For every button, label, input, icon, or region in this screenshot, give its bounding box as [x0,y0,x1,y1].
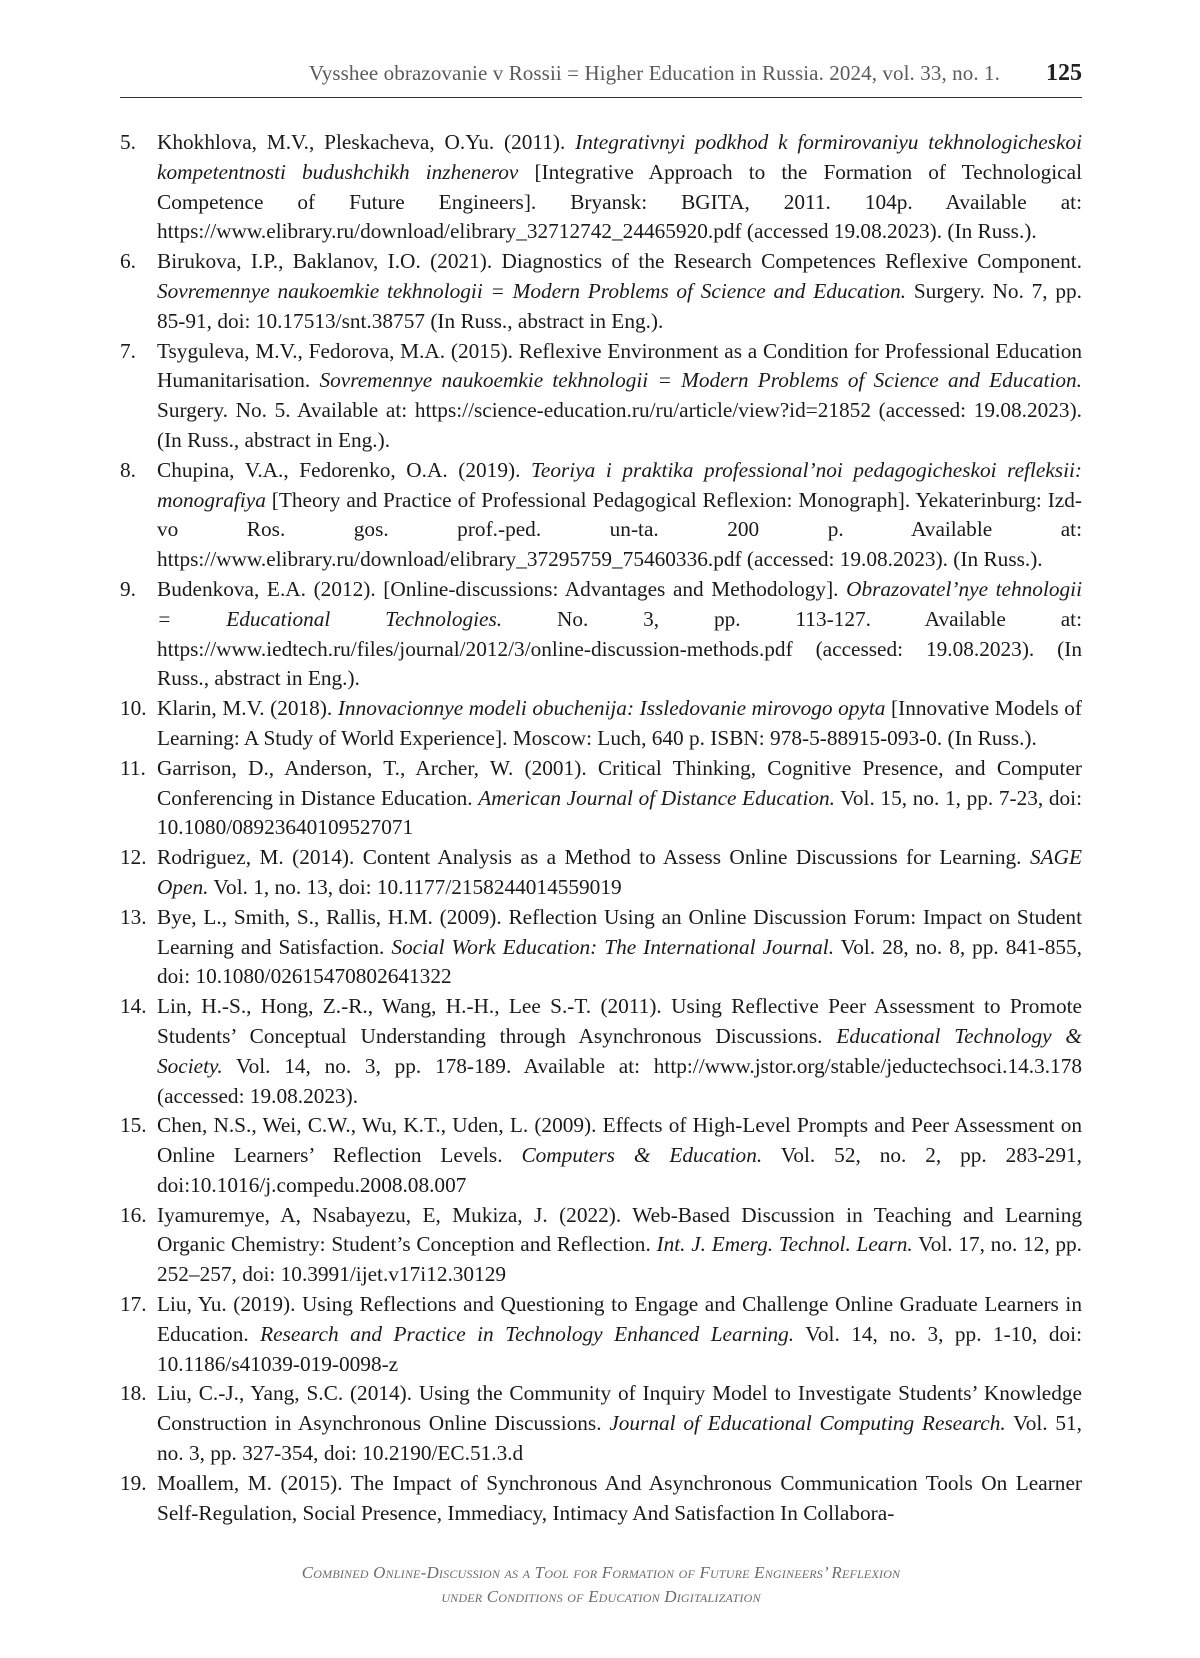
reference-number: 14. [120,994,147,1019]
reference-text: Chen, N.S., Wei, C.W., Wu, K.T., Uden, L. (2009). Effects of High-Level Prompts and Peer Assessment on Online Learners’ Reflection Levels. Computers & Education. Vol. 52, no. 2, pp. 283-291, doi:10.1016/j.compedu.2008.08.007 [157,1113,1082,1197]
reference-number: 16. [120,1202,147,1227]
reference-text: Tsyguleva, M.V., Fedorova, M.A. (2015). Reflexive Environment as a Condition for Professional Education Humanitarisation. Sovremennye naukoemkie tekhnologii = Modern Problems of Science and Education. Surgery. No. 5. Available at: https://science-education.ru/ru/article/view?id=21852 (accessed: 19.08.2023). (In Russ., abstract in Eng.). [157,338,1083,452]
footer-line: under Conditions of Education Digitalization [441,1587,761,1606]
reference-number: 6. [120,249,136,274]
reference-text: Rodriguez, M. (2014). Content Analysis as a Method to Assess Online Discussions for Learning. SAGE Open. Vol. 1, no. 13, doi: 10.1177/2158244014559019 [157,845,1082,899]
reference-number: 9. [120,576,136,601]
reference-number: 10. [120,696,147,721]
running-header [120,60,1082,98]
reference-number: 18. [120,1381,147,1406]
footer-line: Combined Online-Discussion as a Tool for Formation of Future Engineers’ Reflexion [301,1563,901,1582]
reference-item [120,754,1082,843]
reference-number: 15. [120,1113,147,1138]
reference-item [120,1201,1082,1290]
reference-text: Klarin, M.V. (2018). Innovacionnye modeli obuchenija: Issledovanie mirovogo opyta [Innovative Models of Learning: A Study of World Experience]. Moscow: Luch, 640 p. ISBN: 978-5-88915-093-0. (In Russ.). [157,696,1082,750]
reference-text: Garrison, D., Anderson, T., Archer, W. (2001). Critical Thinking, Cognitive Presence, and Computer Conferencing in Distance Education. American Journal of Distance Education. Vol. 15, no. 1, pp. 7-23, doi: 10.1080/08923640109527071 [157,755,1082,840]
reference-item [120,1469,1082,1529]
reference-item [120,575,1082,694]
reference-text: Lin, H.-S., Hong, Z.-R., Wang, H.-H., Lee S.-T. (2011). Using Reflective Peer Assessment to Promote Students’ Conceptual Understanding through Asynchronous Discussions. Educational Technology & Society. Vol. 14, no. 3, pp. 178-189. Available at: http://www.jstor.org/stable/jeductechsoci.14.3.178 (accessed: 19.08.2023). [157,994,1083,1108]
reference-number: 12. [120,845,147,870]
reference-item [120,128,1082,247]
journal-title: Vysshee obrazovanie v Rossii = Higher Education in Russia. 2024, vol. 33, no. 1. [308,61,1000,85]
reference-item [120,992,1082,1111]
reference-text: Iyamuremye, A, Nsabayezu, E, Mukiza, J. (2022). Web-Based Discussion in Teaching and Learning Organic Chemistry: Student’s Conception and Reflection. Int. J. Emerg. Technol. Learn. Vol. 17, no. 12, pp. 252–257, doi: 10.3991/ijet.v17i12.30129 [157,1202,1083,1287]
reference-text: Khokhlova, M.V., Pleskacheva, O.Yu. (2011). Integrativnyi podkhod k formirovaniyu tekhnologicheskoi kompetentnosti budushchikh inzhenerov [Integrative Approach to the Formation of Technological Competence of Future Engineers]. Bryansk: BGITA, 2011. 104p. Available at: https://www.elibrary.ru/download/elibrary_32712742_24465920.pdf (accessed 19.08.2023). (In Russ.). [157,130,1082,244]
reference-item [120,1111,1082,1200]
reference-text: Budenkova, E.A. (2012). [Online-discussions: Advantages and Methodology]. Obrazovatel’nye tehnologii = Educational Technologies. No. 3, pp. 113-127. Available at: https://www.iedtech.ru/files/journal/2012/3/online-discussion-methods.pdf (accessed: 19.08.2023). (In Russ., abstract in Eng.). [157,576,1082,691]
reference-list [120,128,1082,1528]
reference-item [120,337,1082,456]
reference-number: 17. [120,1292,147,1317]
reference-number: 7. [120,338,136,363]
reference-item [120,903,1082,992]
reference-item [120,694,1082,754]
reference-text: Bye, L., Smith, S., Rallis, H.M. (2009). Reflection Using an Online Discussion Forum: Impact on Student Learning and Satisfaction. Social Work Education: The International Journal. Vol. 28, no. 8, pp. 841-855, doi: 10.1080/02615470802641322 [157,904,1082,989]
reference-number: 19. [120,1470,147,1495]
reference-item [120,843,1082,903]
reference-text: Liu, Yu. (2019). Using Reflections and Questioning to Engage and Challenge Online Graduate Learners in Education. Research and Practice in Technology Enhanced Learning. Vol. 14, no. 3, pp. 1-10, doi: 10.1186/s41039-019-0098-z [157,1292,1082,1376]
reference-item [120,456,1082,575]
reference-item [120,1290,1082,1379]
reference-item [120,247,1082,336]
running-footer [120,1561,1082,1609]
reference-text: Liu, C.-J., Yang, S.C. (2014). Using the Community of Inquiry Model to Investigate Students’ Knowledge Construction in Asynchronous Online Discussions. Journal of Educational Computing Research. Vol. 51, no. 3, pp. 327-354, doi: 10.2190/EC.51.3.d [157,1381,1082,1466]
reference-number: 11. [120,755,146,780]
reference-text: Chupina, V.A., Fedorenko, O.A. (2019). Teoriya i praktika professional’noi pedagogicheskoi refleksii: monografiya [Theory and Practice of Professional Pedagogical Reflexion: Monograph]. Yekaterinburg: Izd-vo Ros. gos. prof.-ped. un-ta. 200 p. Available at: https://www.elibrary.ru/download/elibrary_37295759_75460336.pdf (accessed: 19.08.2023). (In Russ.). [157,457,1083,572]
reference-text: Moallem, M. (2015). The Impact of Synchronous And Asynchronous Communication Tools On Learner Self-Regulation, Social Presence, Immediacy, Intimacy And Satisfaction In Collabora- [157,1470,1082,1525]
reference-text: Birukova, I.P., Baklanov, I.O. (2021). Diagnostics of the Research Competences Reflexive Component. Sovremennye naukoemkie tekhnologii = Modern Problems of Science and Education. Surgery. No. 7, pp. 85-91, doi: 10.17513/snt.38757 (In Russ., abstract in Eng.). [157,249,1082,333]
reference-number: 5. [120,130,136,154]
page-number: 125 [1046,60,1082,86]
reference-number: 13. [120,904,147,929]
reference-number: 8. [120,457,136,482]
reference-item [120,1379,1082,1468]
